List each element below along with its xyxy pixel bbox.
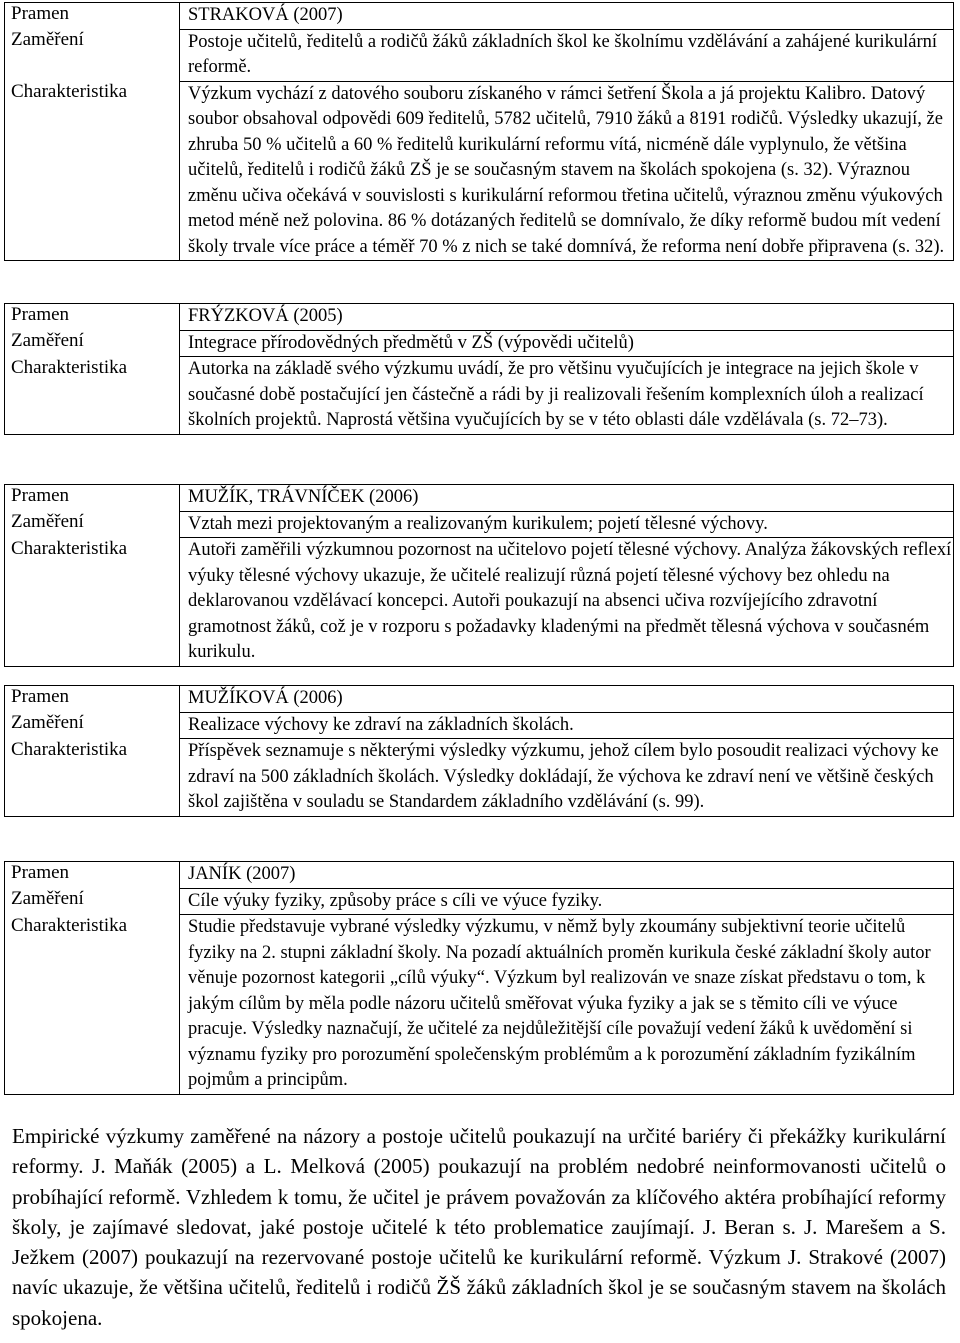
- label-source: Pramen: [5, 485, 180, 512]
- label-source: Pramen: [5, 686, 180, 713]
- label-focus: Zaměření: [5, 712, 180, 739]
- focus-value: Integrace přírodovědných předmětů v ZŠ (výpovědi učitelů): [180, 330, 954, 357]
- source-value: MUŽÍKOVÁ (2006): [180, 686, 954, 713]
- description-value: Výzkum vychází z datového souboru získaného v rámci šetření Škola a já projektu Kalibro. Datový soubor obsahoval odpovědi 609 ředitelů, 5782 učitelů, 7910 žáků a 8191 rodičů. Výsledky ukazují, že zhruba 50 % učitelů a 60 % ředitelů kurikulární reformu vítá, nicméně dále vyplynulo, že většina učitelů, ředitelů i rodičů žáků ZŠ je se současným stavem na školách spokojena (s. 32). Výraznou změnu učiva očekává v souvislosti s kurikulární reformou třetina učitelů, výraznou změnu výukových metod méně než polovina. 86 % dotázaných ředitelů se domnívalo, že díky reformě budou mít vedení školy trvale více práce a téměř 70 % z nich se také domnívá, že reforma není dobře připravena (s. 32).: [180, 81, 954, 261]
- description-value: Studie představuje vybrané výsledky výzkumu, v němž byly zkoumány subjektivní teorie učitelů fyziky na 2. stupni základní školy. Na pozadí aktuálních proměn kurikula české základní školy autor věnuje pozornost kategorii „cílů výuky“. Výzkum byl realizován ve snaze získat představu o tom, k jakým cílům by měla podle názoru učitelů směřovat výuka fyziky a jak se s těmito cíli ve výuce pracuje. Výsledky naznačují, že učitelé za nejdůležitější cíle považují vedení žáků k uvědomění si významu fyziky pro porozumění společenským problémům a k porozumění základním fyzikálním pojmům a principům.: [180, 915, 954, 1095]
- label-source: Pramen: [5, 304, 180, 331]
- label-source: Pramen: [5, 3, 180, 30]
- entry-table-3: [4, 484, 954, 667]
- label-focus: Zaměření: [5, 511, 180, 538]
- source-value: FRÝZKOVÁ (2005): [180, 304, 954, 331]
- label-focus: Zaměření: [5, 29, 180, 81]
- body-paragraph: Empirické výzkumy zaměřené na názory a postoje učitelů poukazují na určité bariéry či překážky kurikulární reformy. J. Maňák (2005) a L. Melková (2005) poukazují na problém nedobré neinformovanosti učitelů o probíhající reformě. Vzhledem k tomu, že učitel je právem považován za klíčového aktéra probíhající reformy školy, je zajímavé sledovat, jaké postoje učitelé k této problematice zaujímají. J. Beran s. J. Marešem a S. Ježkem (2007) poukazují na rezervované postoje učitelů ke kurikulární reformě. Výzkum J. Strakové (2007) navíc ukazuje, že většina učitelů, ředitelů i rodičů ŽŠ žáků základních škol je se současným stavem na školách spokojena.: [12, 1124, 946, 1330]
- description-value: Příspěvek seznamuje s některými výsledky výzkumu, jehož cílem bylo posoudit realizaci výchovy ke zdraví na 500 základních školách. Výsledky dokládají, že výchova ke zdraví není ve většině českých škol zajištěna v souladu se Standardem základního vzdělávání (s. 99).: [180, 739, 954, 817]
- entry-table-4: [4, 685, 954, 817]
- label-description: Charakteristika: [5, 357, 180, 435]
- focus-value: Postoje učitelů, ředitelů a rodičů žáků základních škol ke školnímu vzdělávání a zahájené kurikulární reformě.: [180, 29, 954, 81]
- source-value: MUŽÍK, TRÁVNÍČEK (2006): [180, 485, 954, 512]
- entry-table-1: [4, 2, 954, 261]
- description-value: Autorka na základě svého výzkumu uvádí, že pro většinu vyučujících je integrace na jejich škole v současné době postačující jen částečně a rádi by ji realizovali řešením komplexních úloh a realizací školních projektů. Naprostá většina vyučujících by se v této oblasti dále vzdělávala (s. 72–73).: [180, 357, 954, 435]
- label-source: Pramen: [5, 862, 180, 889]
- description-value: Autoři zaměřili výzkumnou pozornost na učitelovo pojetí tělesné výchovy. Analýza žákovských reflexí výuky tělesné výchovy ukazuje, že učitelé realizují různá pojetí tělesné výchovy bez ohledu na deklarovanou vzdělávací koncepci. Autoři poukazují na absenci učiva rozvíjejícího zdravotní gramotnost žáků, což je v rozporu s požadavky kladenými na předmět tělesná výchova v současném kurikulu.: [180, 538, 954, 667]
- label-focus: Zaměření: [5, 330, 180, 357]
- label-description: Charakteristika: [5, 81, 180, 261]
- label-focus: Zaměření: [5, 888, 180, 915]
- source-value: JANÍK (2007): [180, 862, 954, 889]
- label-description: Charakteristika: [5, 739, 180, 817]
- focus-value: Vztah mezi projektovaným a realizovaným kurikulem; pojetí tělesné výchovy.: [180, 511, 954, 538]
- label-description: Charakteristika: [5, 538, 180, 667]
- focus-value: Realizace výchovy ke zdraví na základních školách.: [180, 712, 954, 739]
- entry-table-2: [4, 303, 954, 435]
- label-description: Charakteristika: [5, 915, 180, 1095]
- focus-value: Cíle výuky fyziky, způsoby práce s cíli ve výuce fyziky.: [180, 888, 954, 915]
- source-value: STRAKOVÁ (2007): [180, 3, 954, 30]
- entry-table-5: [4, 861, 954, 1095]
